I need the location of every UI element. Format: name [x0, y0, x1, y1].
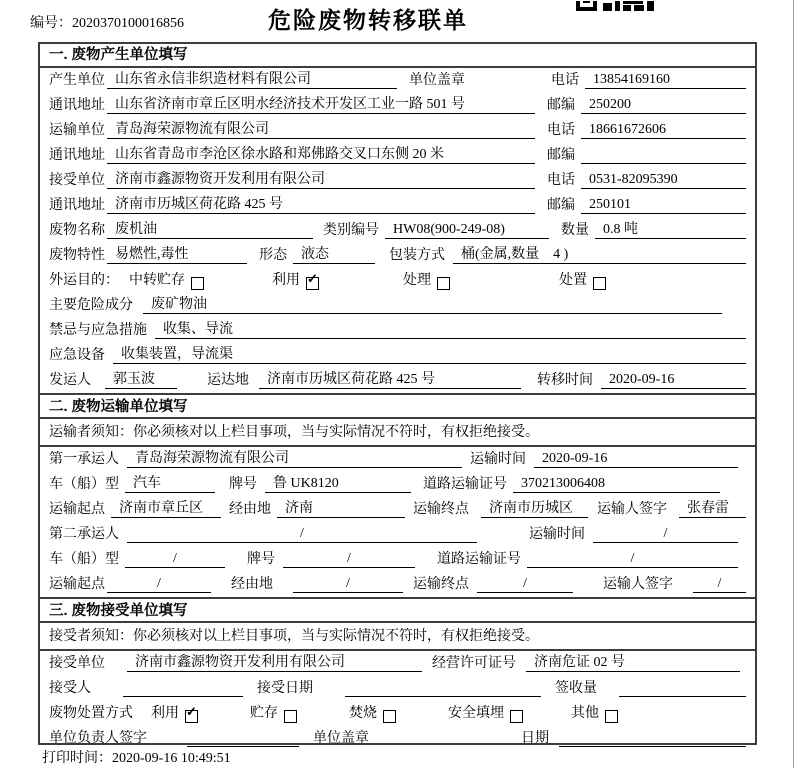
accept-date-label: 接受日期	[257, 681, 313, 696]
route-end-label: 运输终点	[413, 577, 469, 592]
quantity-label: 数量	[561, 223, 589, 238]
receiver-phone-field: 0531-82095390	[581, 171, 746, 189]
packing-field: 桶(金属,数量 4 )	[453, 246, 746, 264]
transporter-label: 运输单位	[49, 123, 105, 138]
signed-quantity-label: 签收量	[555, 681, 597, 696]
carrier2-row	[40, 522, 755, 547]
transporter-signature-field: /	[693, 575, 746, 593]
section3-heading: 三. 废物接受单位填写	[40, 597, 755, 623]
route-start-label: 运输起点	[49, 577, 105, 592]
emergency-equipment-label: 应急设备	[49, 348, 105, 363]
route-start-field: 济南市章丘区	[111, 500, 221, 518]
transporter-field: 青岛海荣源物流有限公司	[107, 121, 535, 139]
category-code-label: 类别编号	[323, 223, 379, 238]
transport-time-field: 2020-09-16	[534, 450, 738, 468]
waste-props-row	[40, 243, 755, 268]
option-label: 处置	[559, 273, 587, 288]
purpose-label: 外运目的：	[49, 273, 119, 288]
carrier2-label: 第二承运人	[49, 527, 119, 542]
emergency-measures-field: 收集、导流	[155, 321, 746, 339]
purpose-option-dispose	[559, 269, 606, 289]
address-label: 通讯地址	[49, 98, 105, 113]
shipper-label: 发运人	[49, 373, 91, 388]
carrier2-field: /	[127, 525, 477, 543]
transport-time-label: 运输时间	[470, 452, 526, 467]
route-start-label: 运输起点	[49, 502, 105, 517]
form-state-label: 形态	[259, 248, 287, 263]
hazard-label: 主要危险成分	[49, 298, 133, 313]
vehicle-type-label: 车（船）型	[49, 477, 119, 492]
checkmark-icon: ✓	[186, 704, 197, 719]
emergency-equipment-field: 收集装置，导流渠	[113, 346, 746, 364]
form-state-field: 液态	[293, 246, 375, 264]
route-end-label: 运输终点	[413, 502, 469, 517]
business-license-label: 经营许可证号	[432, 656, 516, 671]
waste-props-field: 易燃性,毒性	[107, 246, 247, 264]
disposal-option-incinerate	[349, 702, 396, 722]
unit-seal-label: 单位盖章	[313, 731, 369, 746]
option-label: 利用	[272, 273, 300, 288]
date-field	[559, 729, 746, 747]
page-title: 危险废物转移联单	[268, 7, 468, 33]
carrier1-row	[40, 447, 755, 472]
receiver-address-field: 济南市历城区荷花路 425 号	[107, 196, 535, 214]
category-code-field: HW08(900-249-08)	[385, 221, 549, 239]
road-license-field: /	[527, 550, 738, 568]
route-end-field: /	[477, 575, 573, 593]
qr-code-icon	[576, 0, 658, 16]
producer-phone-field: 13854169160	[585, 71, 746, 89]
disposal-label: 废物处置方式	[49, 706, 133, 721]
purpose-option-treat	[403, 269, 450, 289]
zip-label: 邮编	[547, 198, 575, 213]
disposal-option-utilize	[151, 702, 198, 722]
waste-name-row	[40, 218, 755, 243]
address-label: 通讯地址	[49, 148, 105, 163]
serial-label: 编号：	[30, 16, 72, 31]
route-start-field: /	[107, 575, 211, 593]
waste-name-field: 废机油	[107, 221, 313, 239]
destination-label: 运达地	[207, 373, 249, 388]
route2-row	[40, 572, 755, 597]
quantity-field: 0.8 吨	[595, 221, 746, 239]
phone-label: 电话	[547, 123, 575, 138]
transporter-notice: 运输者须知：你必须核对以上栏目事项，当与实际情况不符时，有权拒绝接受。	[40, 419, 755, 447]
waste-props-label: 废物特性	[49, 248, 105, 263]
vehicle-type-label: 车（船）型	[49, 552, 119, 567]
producer-zip-field: 250200	[581, 96, 746, 114]
waste-name-label: 废物名称	[49, 223, 105, 238]
print-time-line	[42, 747, 231, 767]
hazard-field: 废矿物油	[143, 296, 722, 314]
transporter-address-row	[40, 143, 755, 168]
section1-heading: 一. 废物产生单位填写	[40, 44, 755, 68]
vehicle-type-field: 汽车	[125, 475, 215, 493]
responsible-signature-field	[187, 729, 299, 747]
checkbox-icon	[437, 277, 450, 290]
transport-time-field: /	[593, 525, 738, 543]
option-label: 处理	[403, 273, 431, 288]
transporter-address-field: 山东省青岛市李沧区徐水路和郑佛路交叉口东侧 20 米	[107, 146, 535, 164]
checkbox-checked-icon	[306, 271, 319, 290]
accept-unit-row	[40, 651, 755, 676]
address-label: 通讯地址	[49, 198, 105, 213]
road-license-field: 370213006408	[513, 475, 720, 493]
producer-address-row	[40, 93, 755, 118]
plate-label: 牌号	[229, 477, 257, 492]
emergency-equipment-row	[40, 343, 755, 368]
receiver-label: 接受单位	[49, 173, 105, 188]
option-label: 利用	[151, 706, 179, 721]
checkbox-icon	[383, 710, 396, 723]
destination-field: 济南市历城区荷花路 425 号	[259, 371, 521, 389]
route1-row	[40, 497, 755, 522]
road-license-label: 道路运输证号	[423, 477, 507, 492]
vehicle1-row	[40, 472, 755, 497]
phone-label: 电话	[551, 73, 579, 88]
producer-field: 山东省永信非织造材料有限公司	[107, 71, 397, 89]
section2-heading: 二. 废物运输单位填写	[40, 393, 755, 419]
checkbox-icon	[510, 710, 523, 723]
packing-label: 包装方式	[389, 248, 445, 263]
page-edge-divider	[793, 0, 794, 768]
zip-label: 邮编	[547, 98, 575, 113]
checkmark-icon: ✓	[307, 271, 318, 286]
emergency-measures-row	[40, 318, 755, 343]
via-field: 济南	[277, 500, 405, 518]
checkbox-icon	[605, 710, 618, 723]
receiver-notice: 接受者须知：你必须核对以上栏目事项，当与实际情况不符时，有权拒绝接受。	[40, 623, 755, 651]
accept-unit-field: 济南市鑫源物资开发利用有限公司	[127, 654, 422, 672]
option-label: 其他	[571, 706, 599, 721]
transfer-time-label: 转移时间	[537, 373, 593, 388]
form-table	[38, 42, 757, 745]
receiver-field: 济南市鑫源物资开发利用有限公司	[107, 171, 535, 189]
responsible-signature-label: 单位负责人签字	[49, 731, 147, 746]
option-label: 焚烧	[349, 706, 377, 721]
transport-time-label: 运输时间	[529, 527, 585, 542]
via-label: 经由地	[229, 502, 271, 517]
hazard-row	[40, 293, 755, 318]
producer-address-field: 山东省济南市章丘区明水经济技术开发区工业一路 501 号	[107, 96, 535, 114]
road-license-label: 道路运输证号	[437, 552, 521, 567]
purpose-option-transfer-storage	[129, 269, 204, 289]
accept-unit-label: 接受单位	[49, 656, 105, 671]
date-label: 日期	[521, 731, 549, 746]
vehicle-type-field: /	[125, 550, 225, 568]
checkbox-icon	[593, 277, 606, 290]
acceptor-label: 接受人	[49, 681, 91, 696]
accept-date-field	[345, 679, 541, 697]
transporter-signature-field: 张春雷	[679, 500, 746, 518]
plate-field: 鲁 UK8120	[265, 475, 411, 493]
shipper-row	[40, 368, 755, 393]
plate-label: 牌号	[247, 552, 275, 567]
carrier1-field: 青岛海荣源物流有限公司	[127, 450, 462, 468]
receiver-address-row	[40, 193, 755, 218]
zip-label: 邮编	[547, 148, 575, 163]
transporter-row	[40, 118, 755, 143]
transporter-phone-field: 18661672606	[581, 121, 746, 139]
receiver-zip-field: 250101	[581, 196, 746, 214]
checkbox-icon	[284, 710, 297, 723]
transporter-zip-field	[581, 146, 746, 164]
disposal-option-other	[571, 702, 618, 722]
shipper-field: 郭玉波	[105, 371, 177, 389]
option-label: 贮存	[250, 706, 278, 721]
print-time-label: 打印时间：	[42, 751, 112, 766]
transporter-signature-label: 运输人签字	[603, 577, 673, 592]
disposal-option-landfill	[448, 702, 523, 722]
disposal-option-storage	[250, 702, 297, 722]
checkbox-icon	[191, 277, 204, 290]
checkbox-checked-icon	[185, 704, 198, 723]
receiver-row	[40, 168, 755, 193]
acceptor-row	[40, 676, 755, 701]
transporter-signature-label: 运输人签字	[597, 502, 667, 517]
acceptor-field	[123, 679, 243, 697]
serial-value: 2020370100016856	[72, 16, 184, 31]
plate-field: /	[283, 550, 415, 568]
business-license-field: 济南危证 02 号	[526, 654, 740, 672]
producer-label: 产生单位	[49, 73, 105, 88]
purpose-row	[40, 268, 755, 293]
purpose-option-utilize	[272, 269, 319, 289]
seal-label: 单位盖章	[409, 73, 465, 88]
phone-label: 电话	[547, 173, 575, 188]
route-end-field: 济南市历城区	[481, 500, 588, 518]
via-label: 经由地	[231, 577, 273, 592]
emergency-measures-label: 禁忌与应急措施	[49, 323, 147, 338]
option-label: 中转贮存	[129, 273, 185, 288]
print-time-value: 2020-09-16 10:49:51	[112, 751, 231, 766]
transfer-time-field: 2020-09-16	[601, 371, 746, 389]
signed-quantity-field	[619, 679, 746, 697]
producer-row	[40, 68, 755, 93]
disposal-row	[40, 701, 755, 726]
vehicle2-row	[40, 547, 755, 572]
option-label: 安全填埋	[448, 706, 504, 721]
via-field: /	[293, 575, 403, 593]
carrier1-label: 第一承运人	[49, 452, 119, 467]
